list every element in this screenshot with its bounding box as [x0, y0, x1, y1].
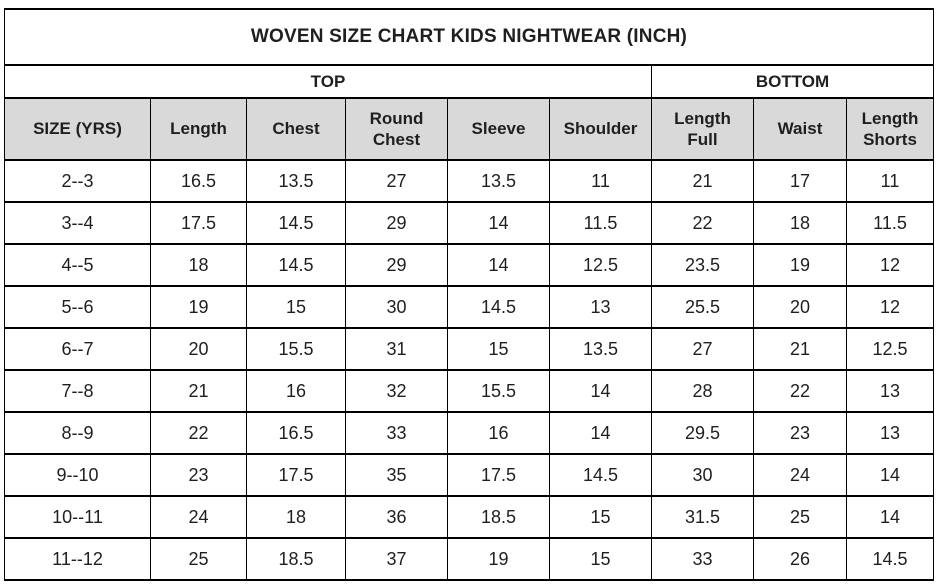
table-row [5, 286, 934, 328]
measurement-cell: 14.5 [247, 244, 346, 286]
column-header-length-shorts [847, 98, 934, 160]
measurement-cell: 16.5 [247, 412, 346, 454]
measurement-cell: 16.5 [151, 160, 247, 202]
column-header-length [151, 98, 247, 160]
measurement-cell: 20 [151, 328, 247, 370]
measurement-cell: 19 [448, 538, 550, 580]
size-cell: 10--11 [5, 496, 151, 538]
measurement-cell: 30 [652, 454, 754, 496]
measurement-cell: 28 [652, 370, 754, 412]
measurement-cell: 25 [151, 538, 247, 580]
measurement-cell: 36 [346, 496, 448, 538]
column-group-row [5, 65, 934, 98]
size-cell: 7--8 [5, 370, 151, 412]
table-title: WOVEN SIZE CHART KIDS NIGHTWEAR (INCH) [5, 9, 934, 65]
measurement-cell: 14 [847, 454, 934, 496]
measurement-cell: 31.5 [652, 496, 754, 538]
measurement-cell: 30 [346, 286, 448, 328]
column-group-bottom: BOTTOM [652, 65, 934, 98]
measurement-cell: 22 [754, 370, 847, 412]
column-header-label: Waist [777, 119, 823, 139]
measurement-cell: 12 [847, 244, 934, 286]
measurement-cell: 15.5 [247, 328, 346, 370]
column-header-label: Length Full [674, 108, 731, 149]
measurement-cell: 13.5 [550, 328, 652, 370]
table-row [5, 202, 934, 244]
measurement-cell: 26 [754, 538, 847, 580]
measurement-cell: 15.5 [448, 370, 550, 412]
column-header-label: Sleeve [471, 119, 526, 139]
measurement-cell: 19 [151, 286, 247, 328]
measurement-cell: 16 [448, 412, 550, 454]
measurement-cell: 31 [346, 328, 448, 370]
measurement-cell: 15 [448, 328, 550, 370]
column-header-round-chest [346, 98, 448, 160]
column-header-label: Length Shorts [861, 108, 919, 149]
measurement-cell: 12.5 [847, 328, 934, 370]
measurement-cell: 11 [550, 160, 652, 202]
measurement-cell: 23.5 [652, 244, 754, 286]
column-header-label: Chest [272, 119, 320, 139]
measurement-cell: 24 [754, 454, 847, 496]
measurement-cell: 20 [754, 286, 847, 328]
measurement-cell: 18 [247, 496, 346, 538]
measurement-cell: 18 [754, 202, 847, 244]
measurement-cell: 23 [754, 412, 847, 454]
measurement-cell: 17.5 [151, 202, 247, 244]
size-cell: 9--10 [5, 454, 151, 496]
column-header-length-full [652, 98, 754, 160]
measurement-cell: 19 [754, 244, 847, 286]
size-cell: 4--5 [5, 244, 151, 286]
table-row [5, 454, 934, 496]
measurement-cell: 18.5 [247, 538, 346, 580]
measurement-cell: 14 [550, 412, 652, 454]
measurement-cell: 14 [550, 370, 652, 412]
measurement-cell: 21 [652, 160, 754, 202]
measurement-cell: 13.5 [247, 160, 346, 202]
size-cell: 6--7 [5, 328, 151, 370]
measurement-cell: 25.5 [652, 286, 754, 328]
table-row [5, 496, 934, 538]
measurement-cell: 12.5 [550, 244, 652, 286]
measurement-cell: 29 [346, 202, 448, 244]
measurement-cell: 29 [346, 244, 448, 286]
measurement-cell: 11.5 [847, 202, 934, 244]
measurement-cell: 15 [550, 496, 652, 538]
measurement-cell: 25 [754, 496, 847, 538]
title-row [5, 9, 934, 65]
measurement-cell: 11.5 [550, 202, 652, 244]
column-group-top: TOP [5, 65, 652, 98]
table-row [5, 328, 934, 370]
measurement-cell: 14 [448, 202, 550, 244]
measurement-cell: 23 [151, 454, 247, 496]
column-header-chest [247, 98, 346, 160]
column-header-shoulder [550, 98, 652, 160]
measurement-cell: 17 [754, 160, 847, 202]
measurement-cell: 27 [346, 160, 448, 202]
measurement-cell: 18.5 [448, 496, 550, 538]
measurement-cell: 14 [448, 244, 550, 286]
measurement-cell: 17.5 [247, 454, 346, 496]
measurement-cell: 27 [652, 328, 754, 370]
column-header-label: Length [170, 119, 227, 139]
measurement-cell: 22 [151, 412, 247, 454]
measurement-cell: 24 [151, 496, 247, 538]
column-header-label: SIZE (YRS) [33, 119, 122, 139]
measurement-cell: 13 [847, 370, 934, 412]
measurement-cell: 14.5 [448, 286, 550, 328]
table-row [5, 160, 934, 202]
measurement-cell: 13 [847, 412, 934, 454]
measurement-cell: 33 [652, 538, 754, 580]
measurement-cell: 32 [346, 370, 448, 412]
measurement-cell: 22 [652, 202, 754, 244]
table-row [5, 538, 934, 580]
column-header-size [5, 98, 151, 160]
measurement-cell: 14.5 [847, 538, 934, 580]
measurement-cell: 18 [151, 244, 247, 286]
size-cell: 11--12 [5, 538, 151, 580]
measurement-cell: 17.5 [448, 454, 550, 496]
measurement-cell: 15 [550, 538, 652, 580]
measurement-cell: 29.5 [652, 412, 754, 454]
measurement-cell: 12 [847, 286, 934, 328]
size-cell: 2--3 [5, 160, 151, 202]
column-header-label: Round Chest [369, 108, 424, 149]
measurement-cell: 14.5 [247, 202, 346, 244]
measurement-cell: 13.5 [448, 160, 550, 202]
size-cell: 8--9 [5, 412, 151, 454]
measurement-cell: 14.5 [550, 454, 652, 496]
table-row [5, 370, 934, 412]
measurement-cell: 37 [346, 538, 448, 580]
column-header-row [5, 98, 934, 160]
measurement-cell: 16 [247, 370, 346, 412]
size-cell: 3--4 [5, 202, 151, 244]
measurement-cell: 14 [847, 496, 934, 538]
measurement-cell: 15 [247, 286, 346, 328]
measurement-cell: 33 [346, 412, 448, 454]
measurement-cell: 21 [151, 370, 247, 412]
measurement-cell: 13 [550, 286, 652, 328]
column-header-sleeve [448, 98, 550, 160]
table-row [5, 244, 934, 286]
measurement-cell: 21 [754, 328, 847, 370]
table-body [5, 160, 934, 580]
column-header-label: Shoulder [563, 119, 638, 139]
table-row [5, 412, 934, 454]
size-cell: 5--6 [5, 286, 151, 328]
size-chart-table [4, 8, 934, 581]
measurement-cell: 35 [346, 454, 448, 496]
column-header-waist [754, 98, 847, 160]
measurement-cell: 11 [847, 160, 934, 202]
